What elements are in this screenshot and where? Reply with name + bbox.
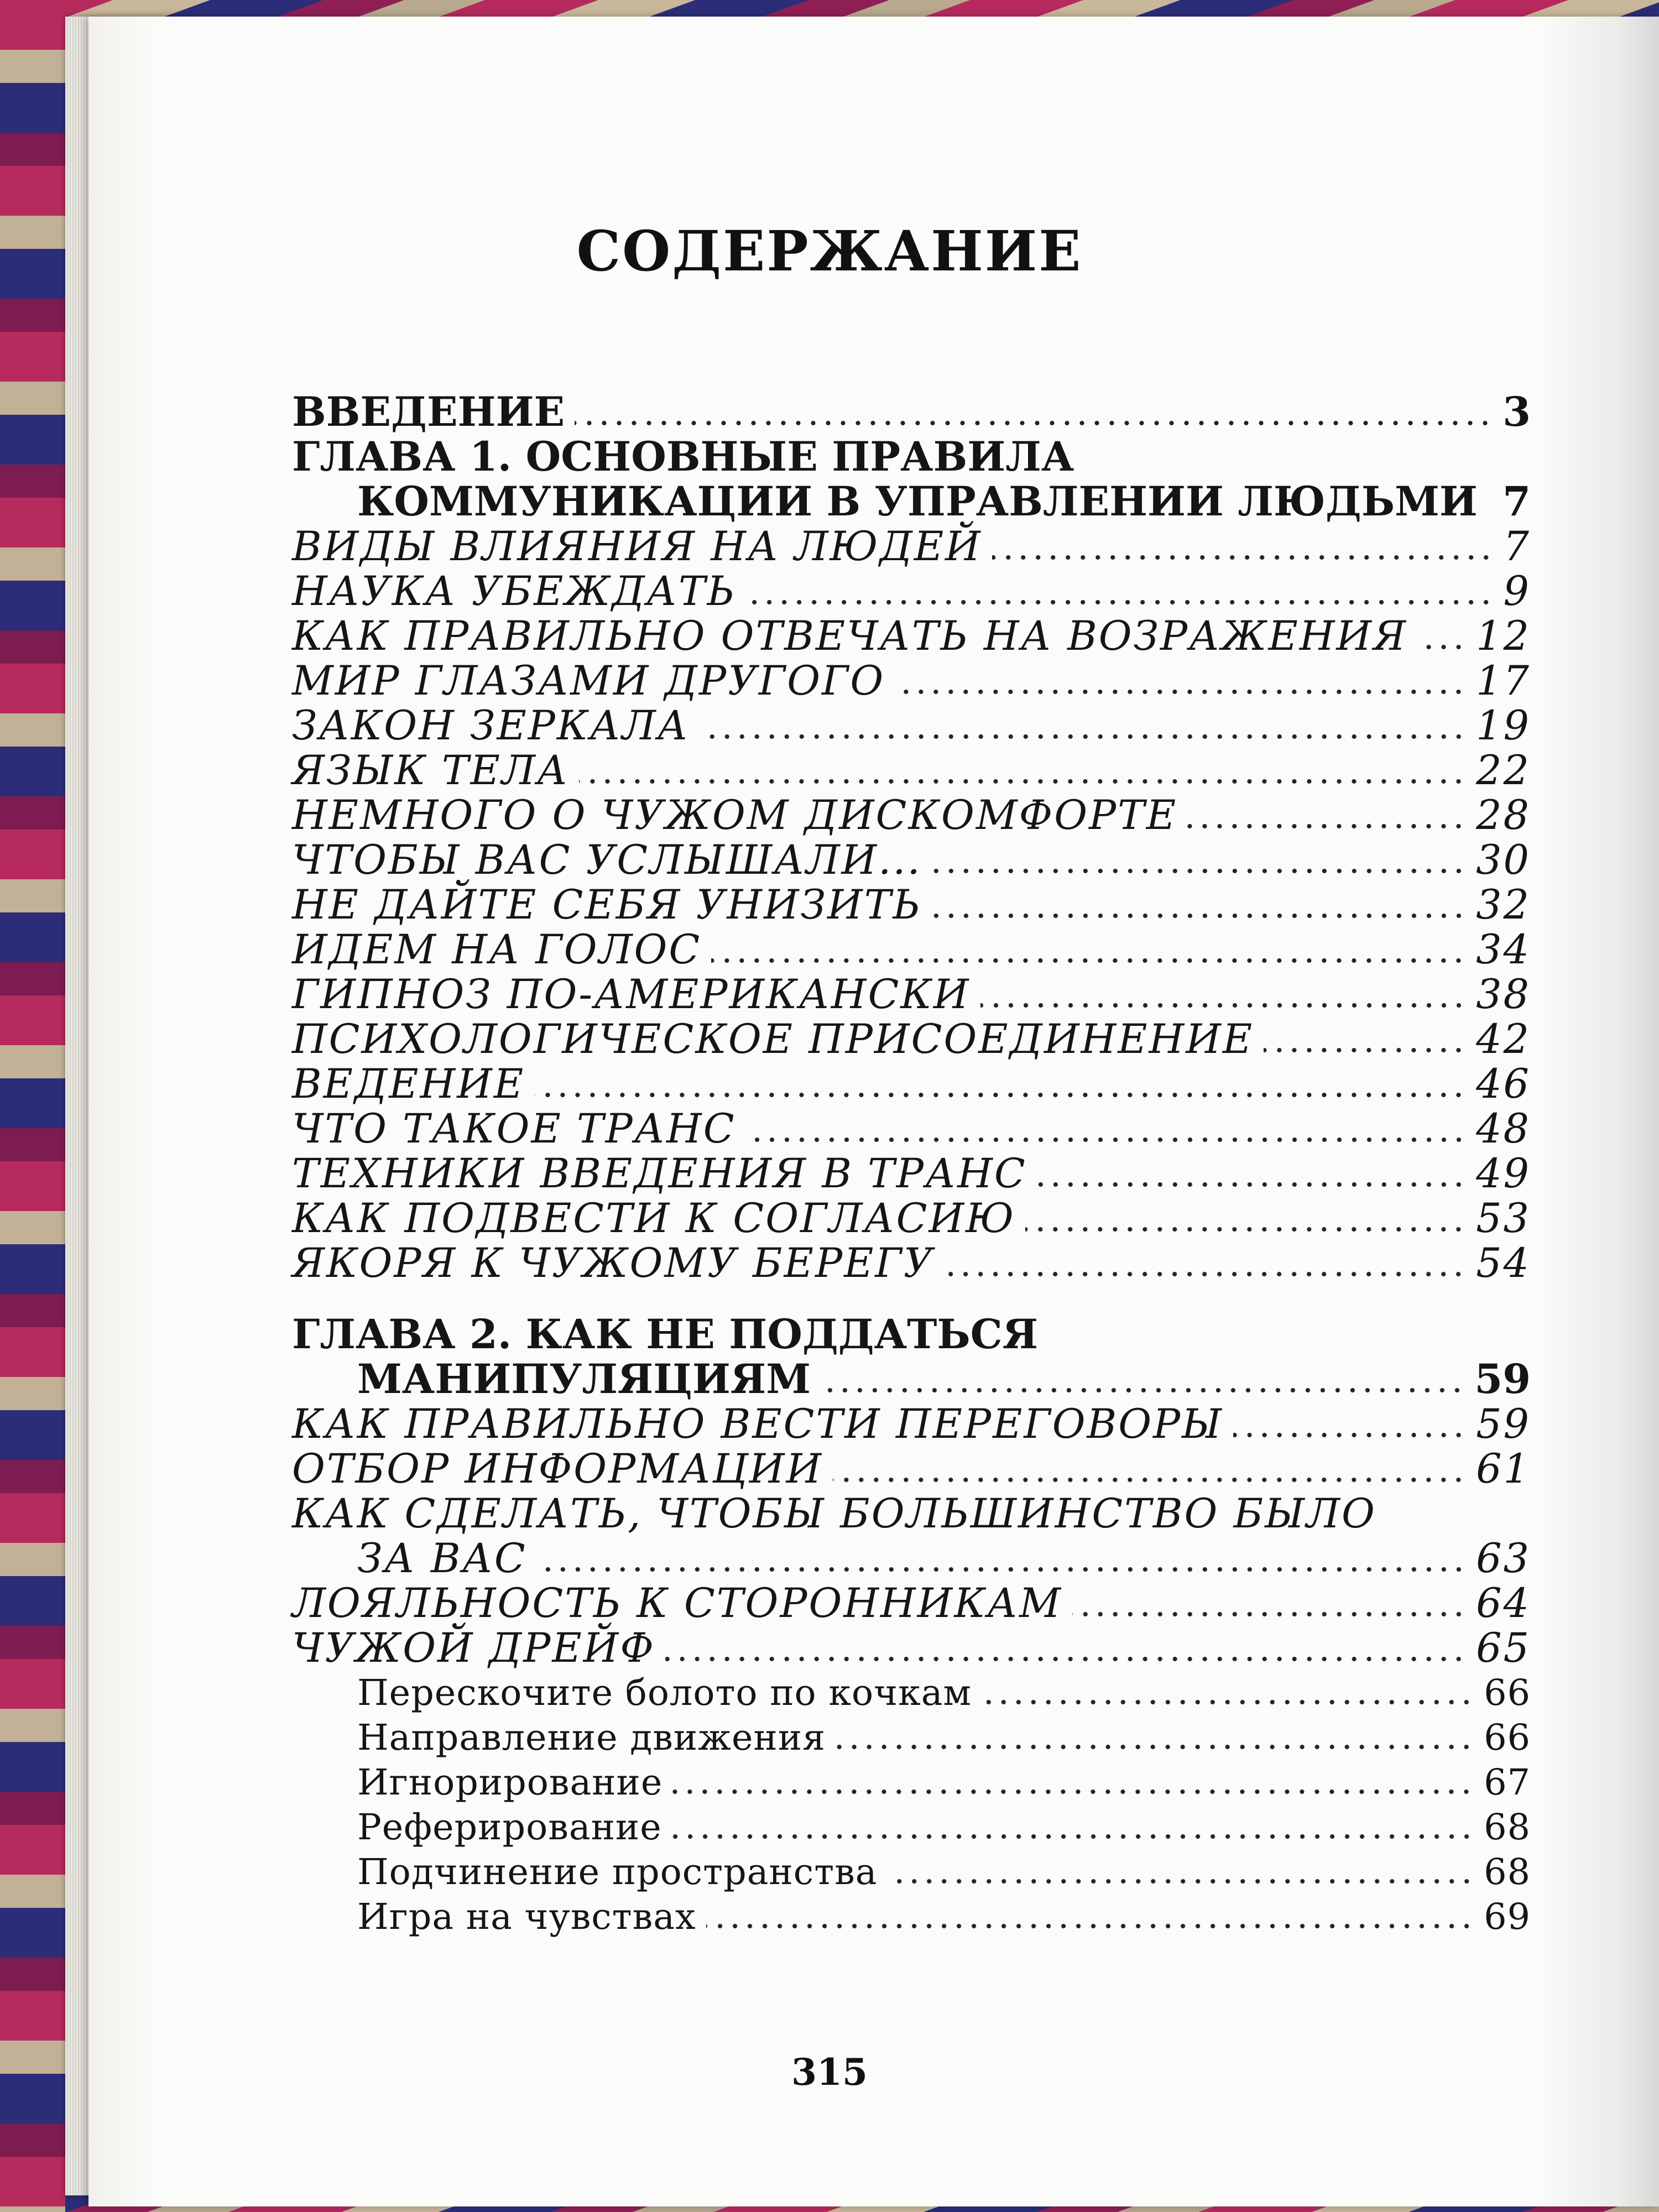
toc-entry-title: ОТБОР ИНФОРМАЦИИ [292, 1446, 823, 1493]
page-number: 315 [791, 2051, 868, 2094]
dot-leader [895, 689, 1466, 695]
toc-entry-line1 [292, 1491, 1531, 1536]
toc-entry-page: 19 [1476, 702, 1531, 749]
toc-entry-page: 46 [1476, 1061, 1531, 1108]
dot-leader [1072, 1611, 1466, 1617]
toc-entry [292, 1447, 1531, 1491]
toc-entry [292, 1715, 1531, 1760]
toc-entry [292, 1581, 1531, 1626]
toc-entry-page: 64 [1476, 1580, 1531, 1627]
dot-leader [982, 1699, 1474, 1705]
chapter-1-title-line2 [292, 479, 1531, 524]
dot-leader [1264, 1047, 1466, 1053]
toc-entry [292, 614, 1531, 659]
toc-entry [292, 1017, 1531, 1062]
toc-entry-page: 7 [1503, 478, 1531, 525]
toc-entry-title: КОММУНИКАЦИИ В УПРАВЛЕНИИ ЛЮДЬМИ [357, 478, 1478, 525]
dot-leader [992, 555, 1494, 560]
toc-entry [292, 1895, 1531, 1939]
toc-entry [292, 1196, 1531, 1241]
toc-entry-title: ЧТО ТАКОЕ ТРАНС [292, 1105, 736, 1152]
dot-leader [944, 1271, 1466, 1277]
dot-leader [888, 1879, 1474, 1884]
toc-entry-page: 38 [1476, 971, 1531, 1018]
toc-entry [292, 659, 1531, 703]
toc-entry-title: Игнорирование [357, 1762, 663, 1803]
toc-entry-title: НЕ ДАЙТЕ СЕБЯ УНИЗИТЬ [292, 881, 922, 928]
chapter-1-title-line1 [292, 435, 1531, 479]
toc-entry-page: 3 [1503, 388, 1531, 436]
dot-leader [746, 1137, 1467, 1142]
toc-entry-title: ГИПНОЗ ПО-АМЕРИКАНСКИ [292, 971, 971, 1018]
toc-entry-title: КАК ПРАВИЛЬНО ОТВЕЧАТЬ НА ВОЗРАЖЕНИЯ [292, 613, 1408, 660]
dot-leader [932, 868, 1466, 874]
dot-leader [535, 1092, 1466, 1098]
dot-leader [672, 1834, 1474, 1839]
toc-entry-title: ВИДЫ ВЛИЯНИЯ НА ЛЮДЕЙ [292, 523, 982, 570]
toc-entry-page: 17 [1476, 658, 1531, 705]
dot-leader [746, 599, 1494, 605]
dot-leader [833, 1477, 1466, 1483]
dot-leader [537, 1567, 1466, 1572]
page-title: СОДЕРЖАНИЕ [576, 218, 1083, 284]
dot-leader [1488, 510, 1493, 515]
dot-leader [706, 1923, 1474, 1929]
toc-entry-page: 63 [1476, 1535, 1531, 1582]
toc-entry-page: 65 [1476, 1625, 1531, 1672]
toc-entry-page: 69 [1484, 1896, 1531, 1938]
toc-entry-page: 53 [1476, 1195, 1531, 1242]
toc-entry [292, 838, 1531, 883]
toc-entry [292, 703, 1531, 748]
table-of-contents [292, 390, 1531, 1939]
dot-leader [672, 1789, 1474, 1794]
toc-entry [292, 1241, 1531, 1286]
toc-entry-title: ЧТОБЫ ВАС УСЛЫШАЛИ... [292, 837, 922, 884]
toc-entry-title: ГЛАВА 1. ОСНОВНЫЕ ПРАВИЛА [292, 433, 1074, 481]
toc-entry-page: 68 [1484, 1807, 1531, 1848]
toc-entry-page: 32 [1476, 881, 1531, 928]
dot-leader [700, 734, 1466, 739]
toc-entry-page: 66 [1484, 1717, 1531, 1759]
toc-entry-page: 59 [1474, 1355, 1531, 1403]
toc-entry-title: НАУКА УБЕЖДАТЬ [292, 568, 736, 615]
chapter-1-entries [292, 524, 1531, 1286]
dot-leader [980, 1003, 1467, 1008]
toc-entry-title: ТЕХНИКИ ВВЕДЕНИЯ В ТРАНС [292, 1150, 1027, 1197]
toc-entry-page: 66 [1484, 1672, 1531, 1714]
toc-entry-page: 61 [1476, 1446, 1531, 1493]
toc-entry-title: КАК ПОДВЕСТИ К СОГЛАСИЮ [292, 1195, 1016, 1242]
toc-entry-title: ВЕДЕНИЕ [292, 1061, 525, 1108]
toc-entry-title: ЧУЖОЙ ДРЕЙФ [292, 1625, 655, 1672]
book-cover-spine [0, 0, 65, 2212]
toc-entry [292, 1151, 1531, 1196]
toc-entry [292, 1062, 1531, 1107]
chapter-2-title-line1 [292, 1312, 1531, 1357]
toc-entry-title: ЯКОРЯ К ЧУЖОМУ БЕРЕГУ [292, 1240, 935, 1287]
toc-entry-page: 42 [1476, 1016, 1531, 1063]
toc-entry-page: 9 [1503, 568, 1531, 615]
dot-leader [1233, 1432, 1466, 1438]
toc-entry-page: 34 [1476, 926, 1531, 973]
dot-leader [932, 913, 1466, 919]
dot-leader [1025, 1227, 1466, 1232]
toc-entry-page: 67 [1484, 1762, 1531, 1803]
toc-entry-title: ЯЗЫК ТЕЛА [292, 747, 570, 794]
toc-entry [292, 1107, 1531, 1151]
dot-leader [1417, 644, 1466, 650]
toc-entry-title: ИДЕМ НА ГОЛОС [292, 926, 702, 973]
toc-entry-page: 48 [1476, 1105, 1531, 1152]
toc-entry-title: Подчинение пространства [357, 1851, 878, 1893]
toc-entry-title: КАК СДЕЛАТЬ, ЧТОБЫ БОЛЬШИНСТВО БЫЛО [292, 1490, 1376, 1537]
toc-entry-title: МАНИПУЛЯЦИЯМ [357, 1355, 811, 1403]
toc-entry-page: 22 [1476, 747, 1531, 794]
toc-entry-title: Перескочите болото по кочкам [357, 1672, 972, 1714]
toc-entry-title: Игра на чувствах [357, 1896, 696, 1938]
dot-leader [579, 779, 1466, 784]
toc-entry-intro [292, 390, 1531, 435]
toc-entry-page: 54 [1476, 1240, 1531, 1287]
toc-entry-title: ПСИХОЛОГИЧЕСКОЕ ПРИСОЕДИНЕНИЕ [292, 1016, 1254, 1063]
toc-entry-page: 49 [1476, 1150, 1531, 1197]
toc-entry [292, 927, 1531, 972]
chapter-2-subentries [292, 1671, 1531, 1939]
dot-leader [575, 420, 1493, 426]
toc-entry-title: ЗАКОН ЗЕРКАЛА [292, 702, 690, 749]
toc-entry [292, 793, 1531, 838]
toc-entry-title: НЕМНОГО О ЧУЖОМ ДИСКОМФОРТЕ [292, 792, 1178, 839]
chapter-2-title-line2 [292, 1357, 1531, 1402]
toc-entry-title: Реферирование [357, 1807, 662, 1848]
toc-entry-page: 68 [1484, 1851, 1531, 1893]
toc-entry [292, 883, 1531, 927]
toc-entry-title: Направление движения [357, 1717, 826, 1759]
toc-entry [292, 1805, 1531, 1850]
dot-leader [1187, 823, 1466, 829]
toc-entry-title: ВВЕДЕНИЕ [292, 388, 565, 436]
toc-entry-title: ГЛАВА 2. КАК НЕ ПОДДАТЬСЯ [292, 1311, 1039, 1358]
toc-entry-title: МИР ГЛАЗАМИ ДРУГОГО [292, 658, 885, 705]
toc-entry [292, 1850, 1531, 1895]
toc-entry-page: 12 [1476, 613, 1531, 660]
toc-entry [292, 1626, 1531, 1671]
toc-entry-page: 28 [1476, 792, 1531, 839]
toc-entry [292, 748, 1531, 793]
toc-entry-page: 30 [1476, 837, 1531, 884]
chapter-gap [292, 1286, 1531, 1312]
dot-leader [665, 1656, 1466, 1662]
dot-leader [1037, 1182, 1466, 1187]
toc-entry [292, 1760, 1531, 1805]
toc-entry [292, 569, 1531, 614]
dot-leader [836, 1744, 1474, 1750]
toc-entry [292, 1671, 1531, 1715]
toc-entry-page: 59 [1476, 1401, 1531, 1448]
toc-entry-title: КАК ПРАВИЛЬНО ВЕСТИ ПЕРЕГОВОРЫ [292, 1401, 1223, 1448]
toc-entry-page: 7 [1503, 523, 1531, 570]
toc-entry-line2 [292, 1536, 1531, 1581]
dot-leader [711, 958, 1466, 963]
toc-entry [292, 972, 1531, 1017]
toc-entry [292, 1402, 1531, 1447]
dot-leader [821, 1387, 1464, 1393]
toc-entry-title: ЗА ВАС [357, 1535, 527, 1582]
toc-entry-title: ЛОЯЛЬНОСТЬ К СТОРОННИКАМ [292, 1580, 1062, 1627]
toc-entry [292, 524, 1531, 569]
